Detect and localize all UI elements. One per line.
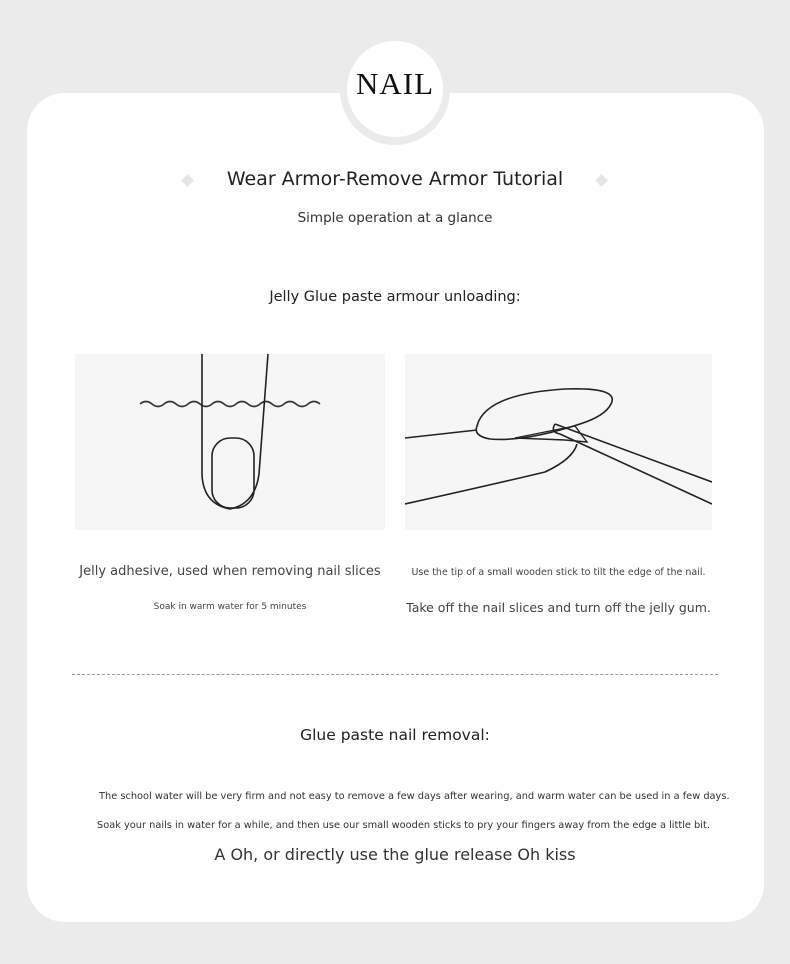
water-line — [140, 402, 320, 407]
page-subtitle: Simple operation at a glance — [297, 210, 493, 226]
jelly-section-heading: Jelly Glue paste armour unloading: — [269, 289, 521, 305]
badge-label: NAIL — [355, 66, 435, 101]
glue-section-heading: Glue paste nail removal: — [300, 726, 490, 744]
page-title: Wear Armor-Remove Armor Tutorial — [226, 168, 564, 190]
glue-note-line-1: The school water will be very firm and not easy to remove a few days after wearing, and warm water can be used in a few days. — [99, 791, 730, 802]
nail-shape — [212, 438, 254, 508]
wooden-stick — [553, 424, 712, 504]
stick-lifting-nail-drawing — [405, 354, 712, 530]
left-caption-sub: Soak in warm water for 5 minutes — [153, 602, 307, 612]
soak-illustration — [75, 354, 385, 530]
right-caption-main: Take off the nail slices and turn off the jelly gum. — [406, 600, 711, 615]
stick-tip — [515, 426, 587, 442]
right-caption-small: Use the tip of a small wooden stick to tilt the edge of the nail. — [411, 567, 706, 578]
finger-top-edge — [405, 430, 477, 438]
section-divider — [72, 674, 718, 675]
glue-note-line-3: A Oh, or directly use the glue release Oh kiss — [214, 845, 576, 864]
left-caption-main: Jelly adhesive, used when removing nail slices — [79, 564, 381, 579]
finger-in-water-drawing — [75, 354, 385, 530]
finger-bottom-edge — [405, 444, 577, 504]
stick-illustration — [405, 354, 712, 530]
glue-note-line-2: Soak your nails in water for a while, and then use our small wooden sticks to pry your fingers away from the edge a little bit. — [97, 820, 710, 831]
